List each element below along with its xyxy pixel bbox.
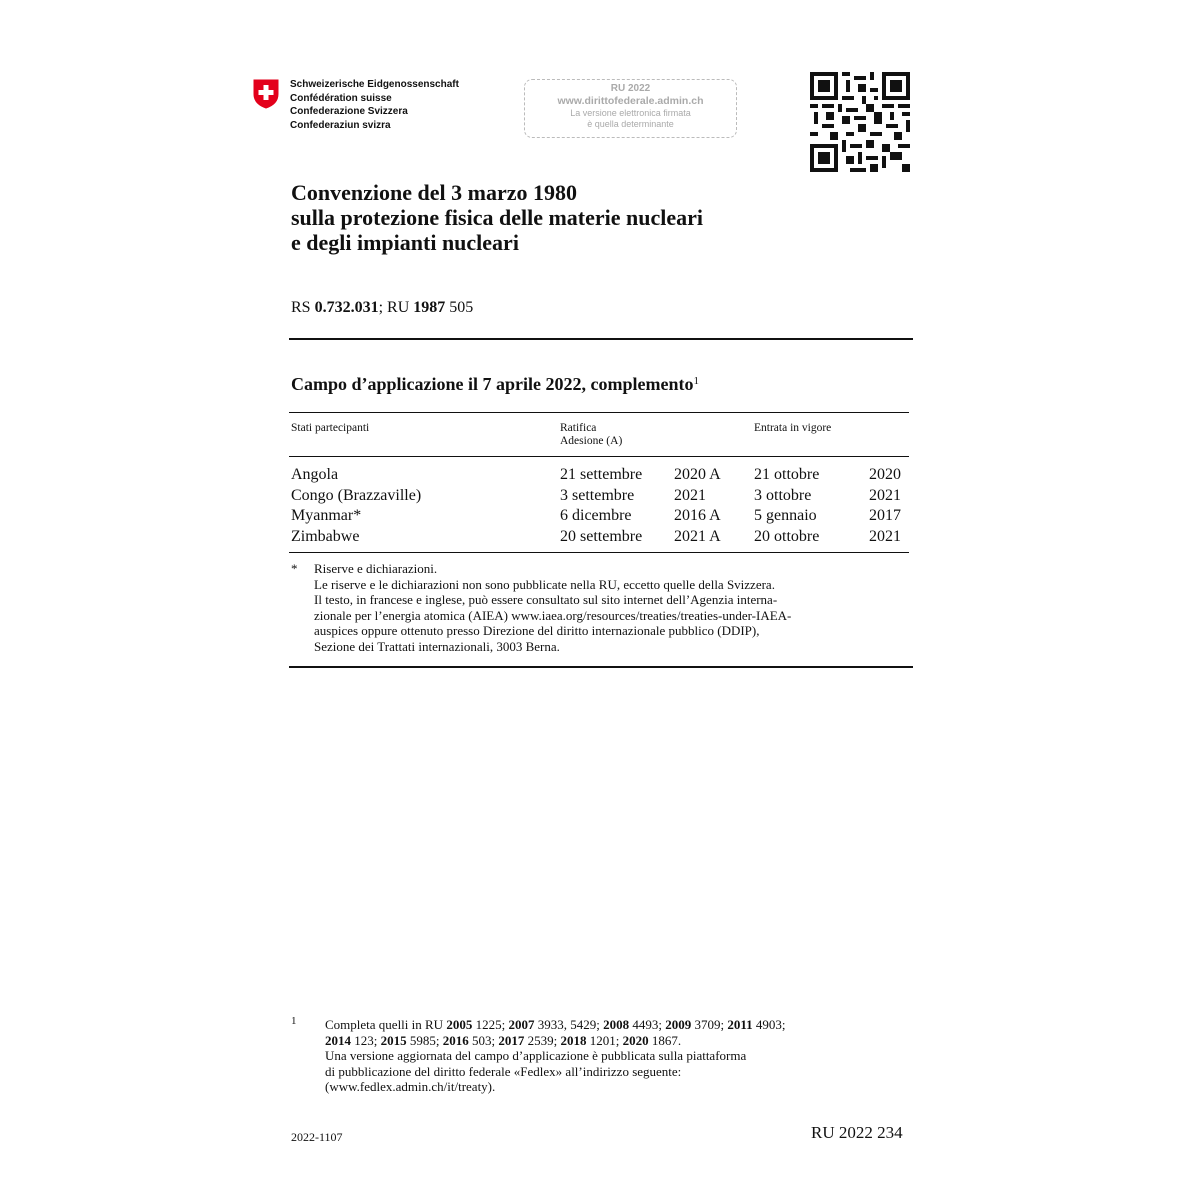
rs-number: 0.732.031 bbox=[314, 299, 379, 316]
footnote-year: 2018 bbox=[560, 1032, 587, 1048]
table-note-line: Sezione dei Trattati internazionali, 3003 Berna. bbox=[314, 638, 560, 654]
cell-rat-date: 21 settembre bbox=[560, 466, 643, 483]
document-title bbox=[291, 180, 703, 255]
footnote-text: 4903; bbox=[752, 1017, 786, 1032]
cell-entry-date: 21 ottobre bbox=[754, 466, 820, 483]
footnote-year: 2009 bbox=[665, 1017, 692, 1032]
ru-label: ; RU bbox=[378, 299, 414, 316]
footnote-text: 1867. bbox=[648, 1032, 682, 1048]
footnote-text: 503; bbox=[468, 1032, 499, 1048]
table-header-rule bbox=[289, 456, 909, 457]
cell-rat-date: 3 settembre bbox=[560, 486, 635, 504]
footnote-marker: 1 bbox=[291, 1015, 297, 1027]
col-header-ratification bbox=[560, 422, 622, 448]
footnote-line-1 bbox=[325, 1017, 786, 1033]
confederation-names bbox=[290, 78, 459, 132]
document-number: 2022-1107 bbox=[291, 1130, 343, 1144]
section-divider bbox=[289, 338, 913, 340]
footnote-year: 2007 bbox=[508, 1017, 535, 1032]
table-note-marker: * bbox=[291, 561, 298, 576]
footnote-ref[interactable]: 1 bbox=[693, 375, 699, 387]
confederation-name-de: Schweizerische Eidgenossenschaft bbox=[290, 79, 459, 90]
footnote-text: 5985; bbox=[406, 1032, 443, 1048]
table-note-line: Le riserve e le dichiarazioni non sono pubblicate nella RU, eccetto quelle della Svizzera. bbox=[314, 576, 775, 592]
footnote-text: 1201; bbox=[586, 1032, 623, 1048]
cell-rat-year: 2021 bbox=[674, 486, 706, 504]
title-line-2: sulla protezione fisica delle materie nucleari bbox=[291, 205, 704, 230]
ru-year: 1987 bbox=[413, 299, 446, 316]
footnote-text: 3933, 5429; bbox=[534, 1017, 604, 1032]
cell-rat-year: 2016 A bbox=[674, 507, 721, 524]
cell-state: Angola bbox=[291, 466, 339, 483]
table-note bbox=[314, 561, 791, 655]
cell-rat-year: 2021 A bbox=[674, 527, 721, 545]
cell-rat-year: 2020 A bbox=[674, 466, 721, 483]
title-line-3: e degli impianti nucleari bbox=[291, 230, 519, 255]
cell-state: Myanmar* bbox=[291, 507, 362, 524]
stamp-note-1: La versione elettronica firmata bbox=[570, 108, 691, 118]
table-row bbox=[0, 527, 1200, 548]
cell-entry-date: 3 ottobre bbox=[754, 486, 812, 504]
footnote-year: 2014 bbox=[325, 1032, 351, 1048]
stamp-url: www.dirittofederale.admin.ch bbox=[557, 95, 704, 107]
cell-state: Congo (Brazzaville) bbox=[291, 486, 422, 504]
col-header-entry: Entrata in vigore bbox=[754, 422, 832, 434]
table-note-line: Il testo, in francese e inglese, può essere consultato sul sito internet dell’Agenzia interna- bbox=[314, 592, 778, 608]
rs-label: RS bbox=[291, 299, 315, 316]
stamp-note-2: è quella determinante bbox=[587, 119, 674, 129]
cell-rat-date: 20 settembre bbox=[560, 527, 643, 545]
table-end-rule bbox=[289, 666, 913, 668]
table-note-line: Riserve e dichiarazioni. bbox=[314, 561, 438, 576]
col-header-adesione: Adesione (A) bbox=[560, 435, 623, 447]
electronic-signature-stamp bbox=[524, 79, 737, 138]
table-row bbox=[0, 506, 1200, 527]
table-row bbox=[0, 486, 1200, 507]
footnote-year: 2020 bbox=[622, 1032, 649, 1048]
cell-entry-year: 2017 bbox=[869, 507, 901, 524]
footnote-line: (www.fedlex.admin.ch/it/treaty). bbox=[325, 1079, 496, 1095]
footnote-year: 2005 bbox=[446, 1017, 473, 1032]
title-line-1: Convenzione del 3 marzo 1980 bbox=[291, 180, 577, 205]
cell-entry-date: 5 gennaio bbox=[754, 507, 817, 524]
cell-rat-date: 6 dicembre bbox=[560, 507, 632, 524]
table-top-rule bbox=[289, 412, 909, 413]
footnote-text: 2539; bbox=[524, 1032, 561, 1048]
footnote bbox=[325, 1017, 786, 1095]
table-row bbox=[0, 465, 1200, 486]
footnote-text: 1225; bbox=[472, 1017, 509, 1032]
footnote-line: di pubblicazione del diritto federale «Fedlex» all’indirizzo seguente: bbox=[325, 1063, 682, 1079]
subtitle-text: Campo d’applicazione il 7 aprile 2022, complemento bbox=[291, 374, 694, 394]
table-bottom-rule bbox=[289, 552, 909, 553]
cell-entry-year: 2021 bbox=[869, 527, 901, 545]
confederation-name-it: Confederazione Svizzera bbox=[290, 106, 408, 117]
stamp-ru: RU 2022 bbox=[610, 83, 651, 94]
cell-state: Zimbabwe bbox=[291, 527, 360, 545]
cell-entry-date: 20 ottobre bbox=[754, 527, 820, 545]
footnote-text: 123; bbox=[351, 1032, 381, 1048]
confederation-name-fr: Confédération suisse bbox=[290, 92, 392, 104]
table-note-line: auspices oppure ottenuto presso Direzione del diritto internazionale pubblico (DDIP), bbox=[314, 623, 760, 639]
ru-page-reference: RU 2022 234 bbox=[811, 1123, 903, 1142]
footnote-year: 2011 bbox=[727, 1017, 753, 1032]
col-header-ratifica: Ratifica bbox=[560, 422, 597, 434]
table-note-line: zionale per l’energia atomica (AIEA) www.iaea.org/resources/treaties/treaties-under-IAEA- bbox=[314, 607, 792, 623]
cell-entry-year: 2021 bbox=[869, 486, 901, 504]
section-subtitle bbox=[291, 374, 699, 395]
footnote-text: 4493; bbox=[629, 1017, 666, 1032]
table-body bbox=[0, 465, 1200, 547]
footnote-text: Completa quelli in RU bbox=[325, 1017, 447, 1032]
footnote-year: 2008 bbox=[603, 1017, 630, 1032]
qr-code-icon bbox=[810, 72, 910, 172]
footnote-year: 2016 bbox=[442, 1032, 469, 1048]
footnote-text: 3709; bbox=[691, 1017, 728, 1032]
footnote-year: 2017 bbox=[498, 1032, 525, 1048]
footnote-line-2 bbox=[325, 1033, 786, 1049]
col-header-states: Stati partecipanti bbox=[291, 422, 370, 434]
footnote-line: Una versione aggiornata del campo d’applicazione è pubblicata sulla piattaforma bbox=[325, 1048, 747, 1064]
footnote-year: 2015 bbox=[380, 1032, 407, 1048]
rs-reference bbox=[291, 299, 473, 317]
swiss-coat-of-arms-icon bbox=[253, 79, 279, 109]
ru-page: 505 bbox=[445, 299, 474, 316]
cell-entry-year: 2020 bbox=[869, 466, 901, 483]
confederation-name-rm: Confederaziun svizra bbox=[290, 119, 391, 131]
